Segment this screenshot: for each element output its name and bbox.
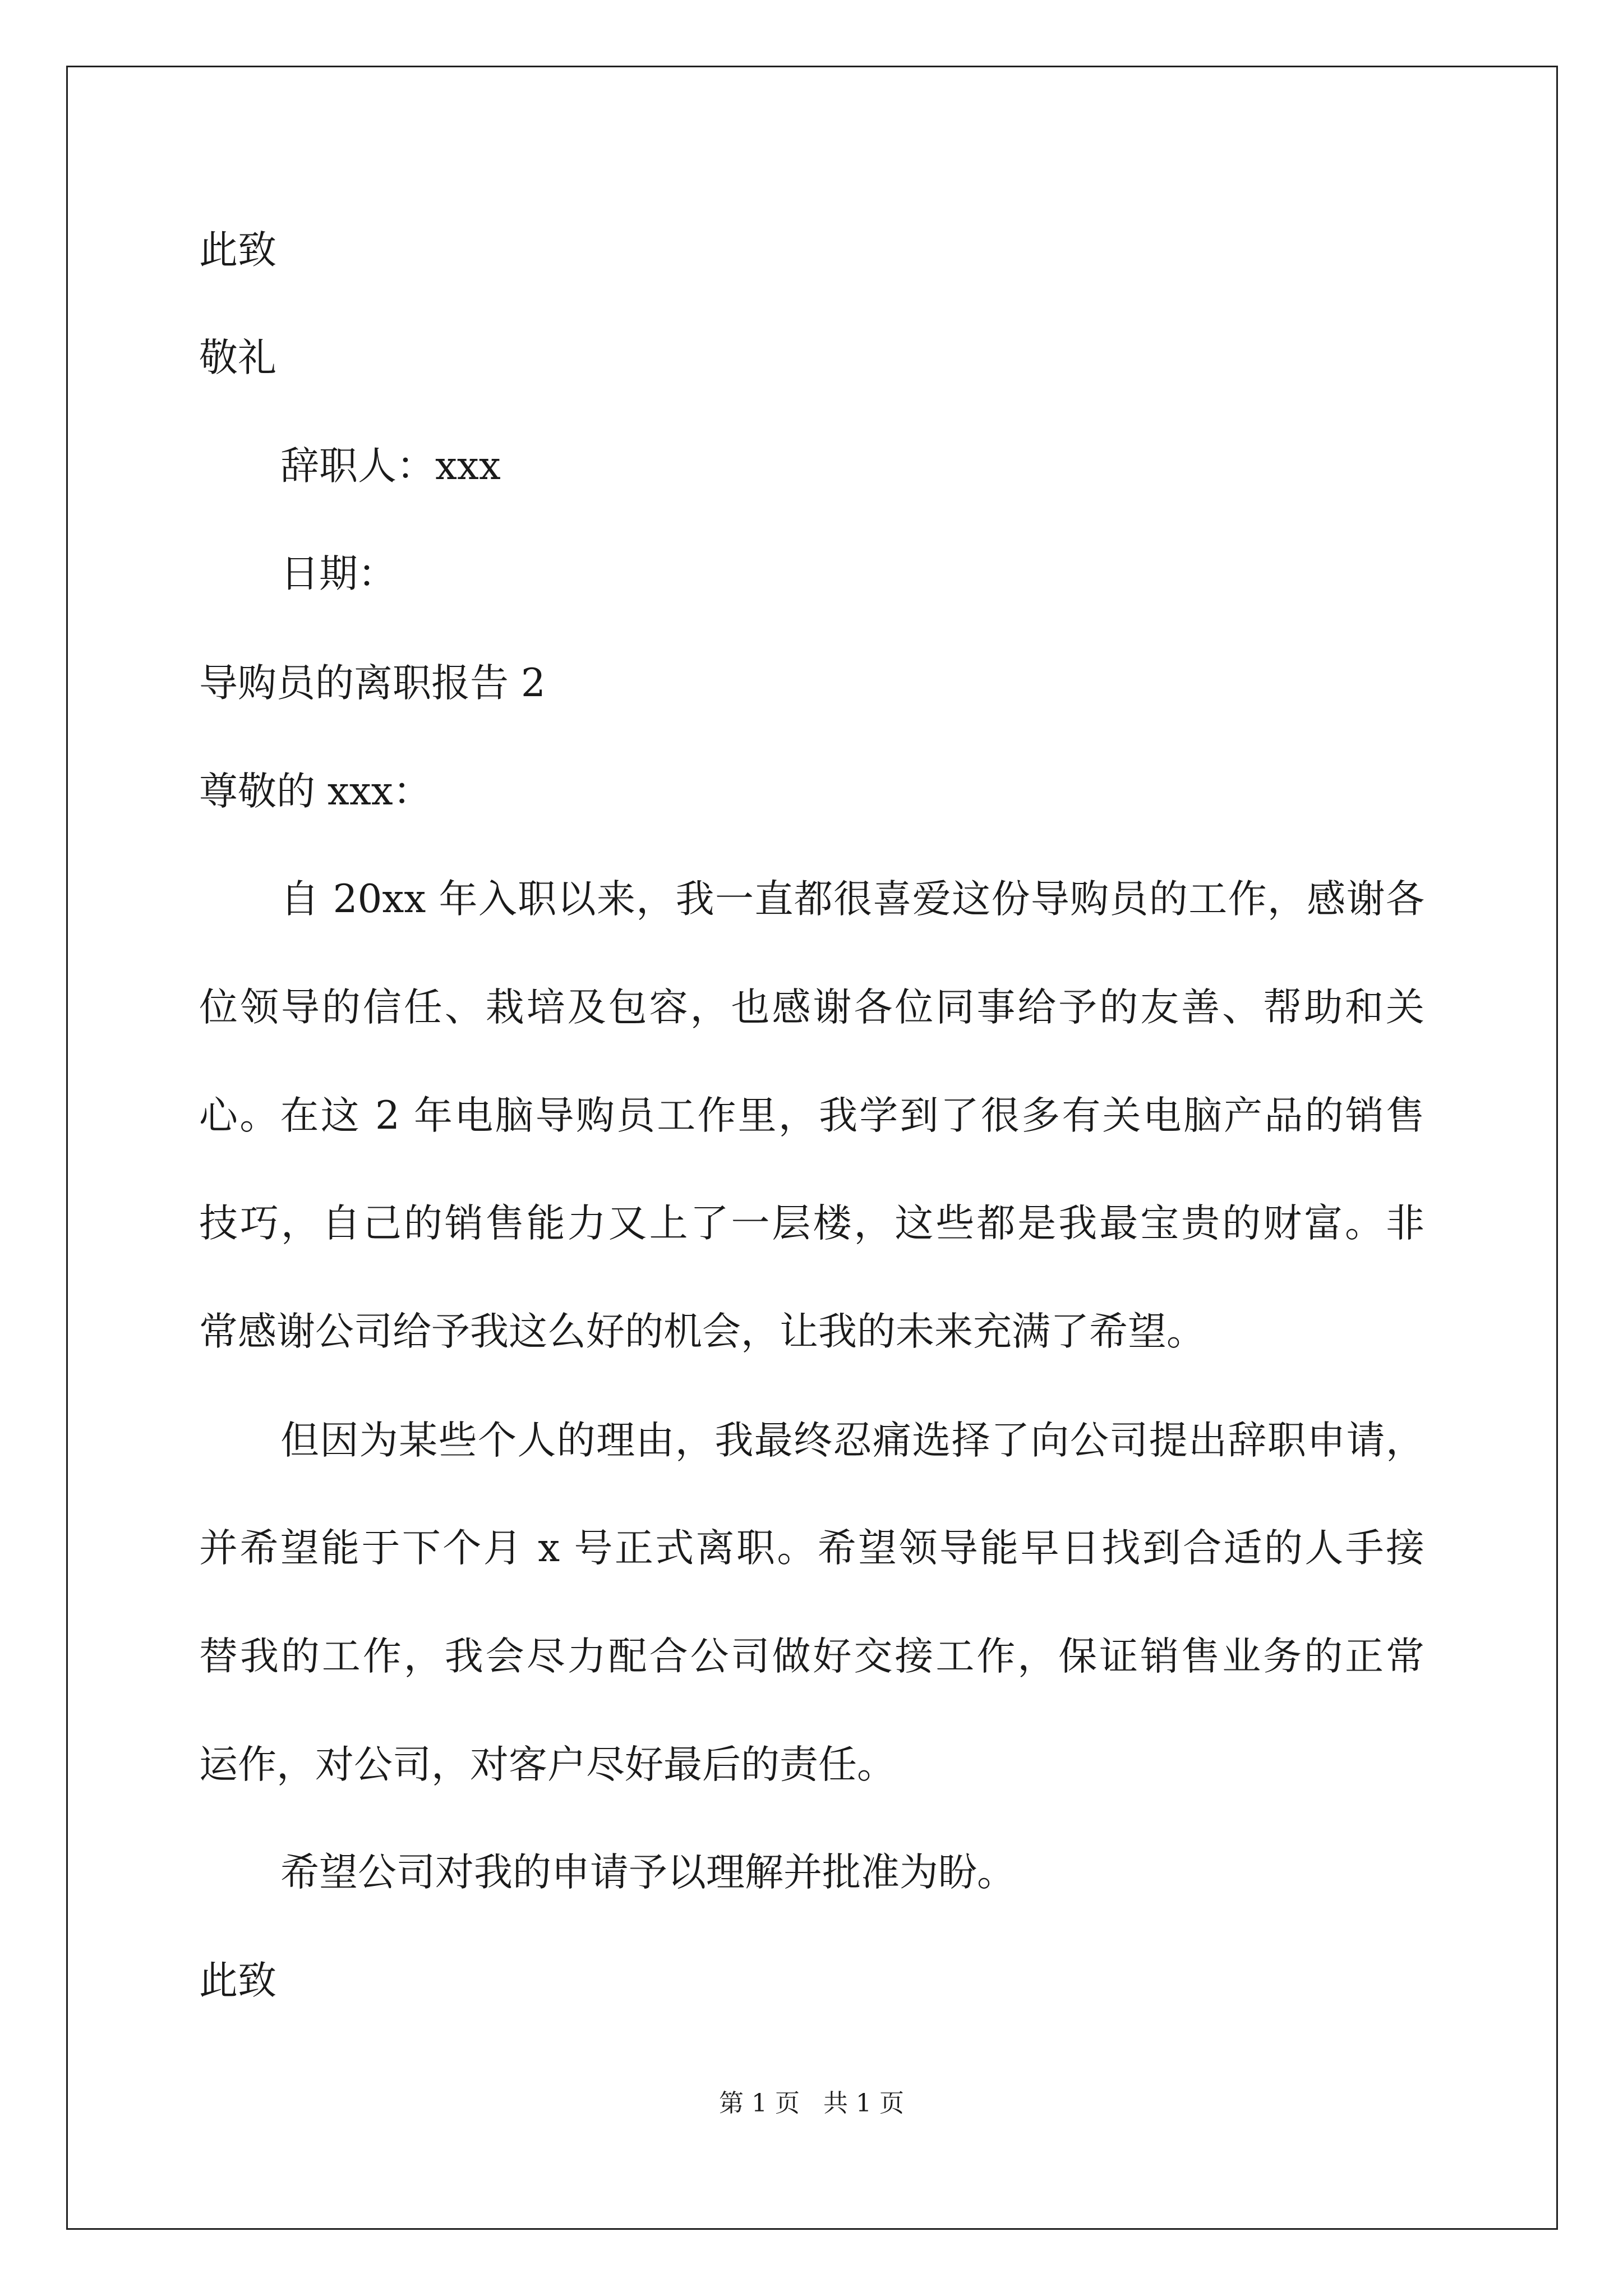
page-footer: 第 1 页 共 1 页 [719, 2089, 904, 2118]
paragraph-line: 但因为某些个人的理由，我最终忍痛选择了向公司提出辞职申请， [280, 1418, 1424, 1463]
closing-salute: 敬礼 [199, 335, 276, 380]
paragraph-3: 希望公司对我的申请予以理解并批准为盼。 [280, 1850, 1016, 1895]
paragraph-line: 常感谢公司给予我这么好的机会，让我的未来充满了希望。 [199, 1309, 1205, 1354]
paragraph-line: 位领导的信任、栽培及包容，也感谢各位同事给予的友善、帮助和关 [199, 985, 1424, 1030]
paragraph-line: 并希望能于下个月 x 号正式离职。希望领导能早日找到合适的人手接 [199, 1526, 1424, 1571]
date-line: 日期： [280, 551, 396, 596]
section-title: 导购员的离职报告 2 [199, 661, 546, 706]
closing-greeting-2: 此致 [199, 1958, 276, 2003]
paragraph-line: 自 20xx 年入职以来，我一直都很喜爱这份导购员的工作，感谢各 [280, 877, 1424, 922]
paragraph-line: 心。在这 2 年电脑导购员工作里，我学到了很多有关电脑产品的销售 [199, 1093, 1424, 1138]
salutation: 尊敬的 xxx： [199, 769, 432, 814]
paragraph-line: 运作，对公司，对客户尽好最后的责任。 [199, 1742, 896, 1787]
closing-greeting: 此致 [199, 228, 276, 273]
signature-line: 辞职人：xxx [280, 444, 501, 489]
paragraph-line: 替我的工作，我会尽力配合公司做好交接工作，保证销售业务的正常 [199, 1634, 1424, 1679]
page-border [66, 66, 1558, 2230]
paragraph-line: 技巧，自己的销售能力又上了一层楼，这些都是我最宝贵的财富。非 [199, 1201, 1424, 1246]
